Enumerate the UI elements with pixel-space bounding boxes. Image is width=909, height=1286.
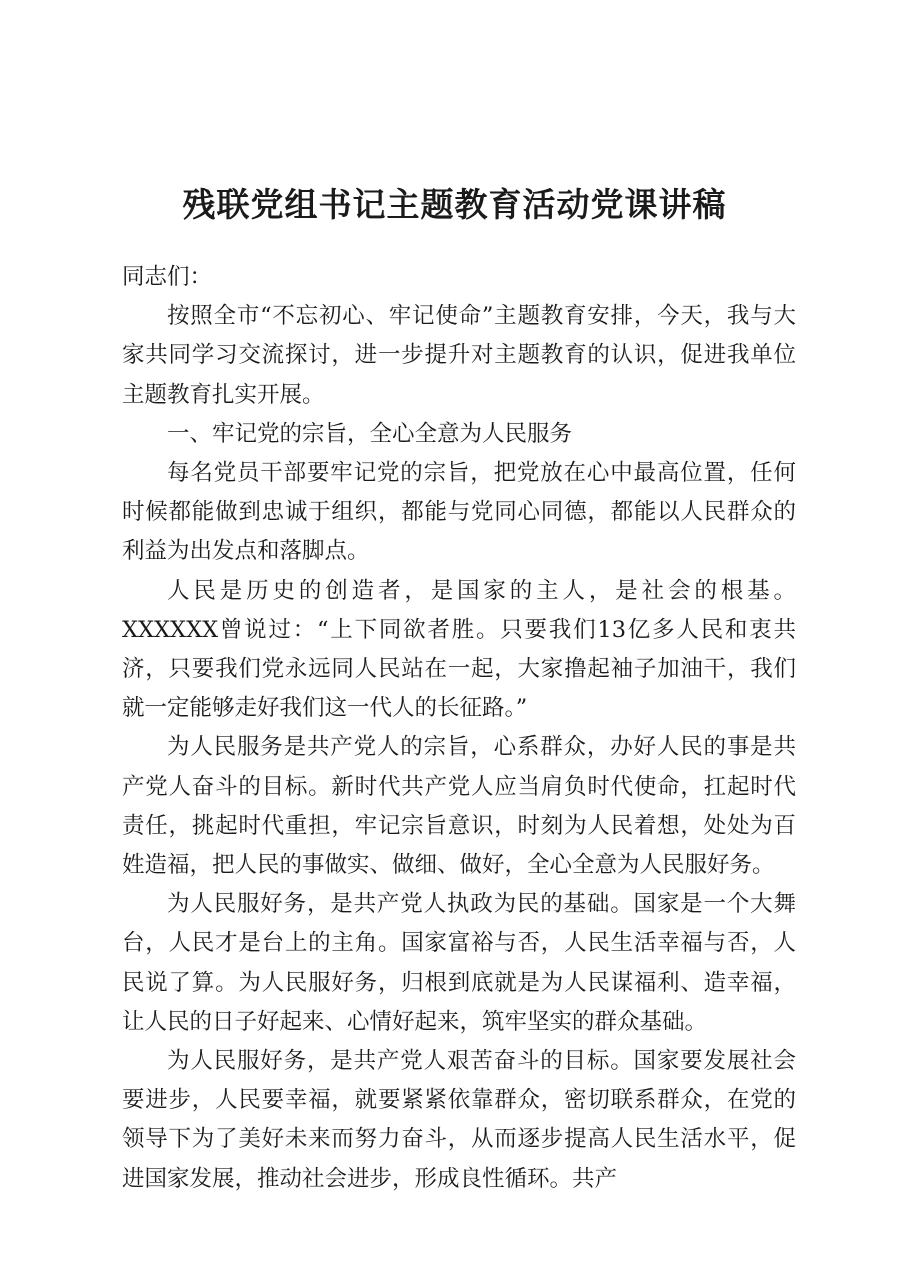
section-heading-1: 一、牢记党的宗旨，全心全意为人民服务 [167, 420, 573, 447]
salutation: 同志们： [122, 264, 213, 290]
paragraph: 每名党员干部要牢记党的宗旨，把党放在心中最高位置，任何时候都能做到忠诚于组织，都能与党同心同德，都能以人民群众的利益为出发点和落脚点。 [122, 460, 796, 565]
paragraph: 为人民服好务，是共产党人艰苦奋斗的目标。国家要发展社会要进步，人民要幸福，就要紧紧依靠群众，密切联系群众，在党的领导下为了美好未来而努力奋斗，从而逐步提高人民生活水平，促进国家发展，推动社会进步，形成良性循环。共产 [122, 1048, 796, 1192]
paragraph: 人民是历史的创造者，是国家的主人，是社会的根基。XXXXXX曾说过：“上下同欲者胜。只要我们13亿多人民和衷共济，只要我们党永远同人民站在一起，大家撸起袖子加油干，我们就一定能够走好我们这一代人的长征路。” [122, 577, 796, 722]
paragraph: 为人民服务是共产党人的宗旨，心系群众，办好人民的事是共产党人奋斗的目标。新时代共产党人应当肩负时代使命，扛起时代责任，挑起时代重担，牢记宗旨意识，时刻为人民着想，处处为百姓造福，把人民的事做实、做细、做好，全心全意为人民服好务。 [122, 734, 796, 879]
document-body [122, 258, 796, 1199]
paragraph: 为人民服好务，是共产党人执政为民的基础。国家是一个大舞台，人民才是台上的主角。国家富裕与否，人民生活幸福与否，人民说了算。为人民服好务，归根到底就是为人民谋福利、造幸福，让人民的日子好起来、心情好起来，筑牢坚实的群众基础。 [122, 891, 796, 1035]
document-title: 残联党组书记主题教育活动党课讲稿 [182, 185, 727, 224]
paragraph-intro: 按照全市“不忘初心、牢记使命”主题教育安排，今天，我与大家共同学习交流探讨，进一步提升对主题教育的认识，促进我单位主题教育扎实开展。 [122, 303, 796, 408]
